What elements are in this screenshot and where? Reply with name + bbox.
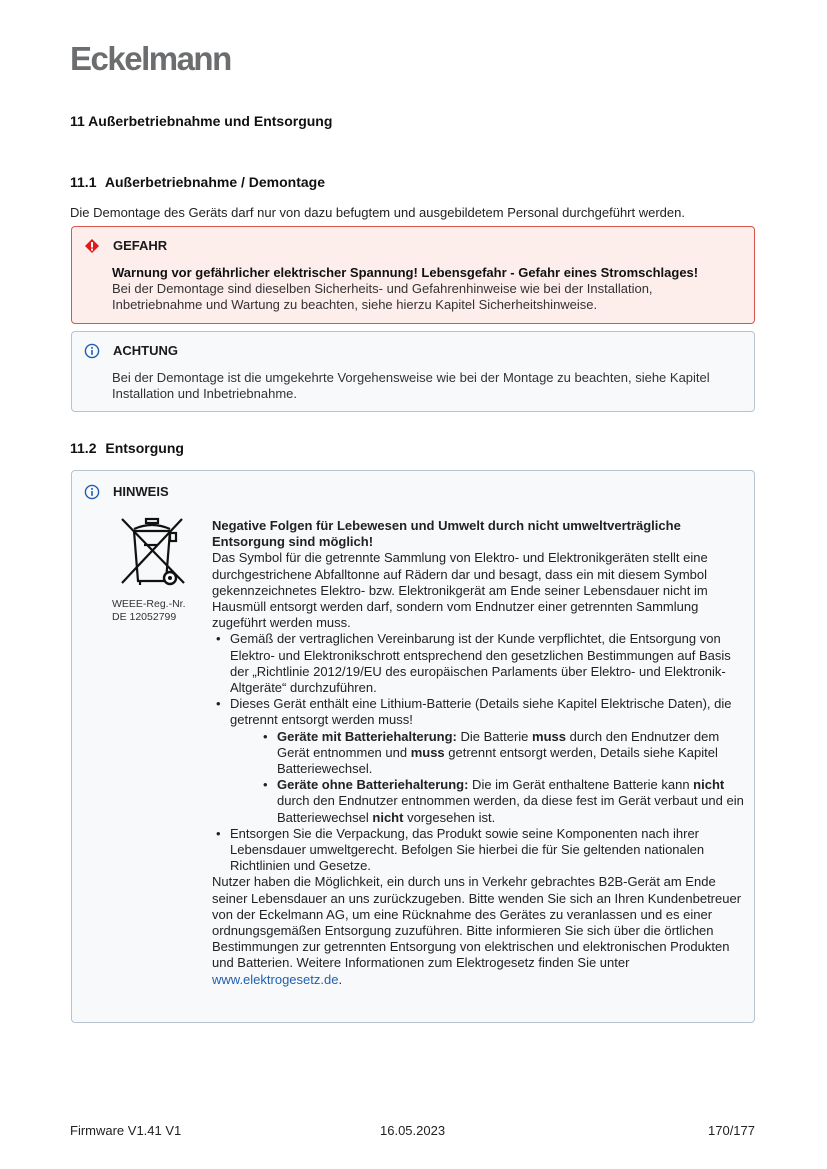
notice-label: HINWEIS bbox=[113, 484, 169, 499]
weee-label: WEEE-Reg.-Nr. bbox=[112, 598, 186, 610]
section-heading-11-1 bbox=[70, 174, 325, 190]
section-number: 11.2 bbox=[70, 440, 97, 456]
footer-page-number: 170/177 bbox=[708, 1123, 755, 1138]
notice-description: Das Symbol für die getrennte Sammlung von Elektro- und Elektronikgeräten stellt eine durchgestrichene Abfalltonne auf Rädern dar und besagt, dass ein mit diesem Symbol gekennzeichnetes Elektro- bzw. Elektronikgerät am Ende seiner Lebensdauer nicht im Hausmüll entsorgt werden darf, sondern vom Endnutzer einer getrennten Sammlung zugeführt werden muss. bbox=[212, 550, 708, 631]
list-item bbox=[212, 696, 752, 826]
danger-warning-text: Warnung vor gefährlicher elektrischer Spannung! Lebensgefahr - Gefahr eines Stromschlages! bbox=[112, 265, 699, 280]
sub-item-text: Die im Gerät enthaltene Batterie kann bbox=[468, 777, 694, 793]
danger-label: GEFAHR bbox=[113, 238, 168, 253]
attention-notice-box bbox=[71, 331, 755, 412]
footer-firmware: Firmware V1.41 V1 bbox=[70, 1123, 182, 1138]
battery-sub-list bbox=[230, 729, 752, 826]
list-item bbox=[259, 729, 752, 778]
sub-item-text: durch den Endnutzer dem Gerät entnommen und bbox=[277, 728, 720, 760]
section-title: Außerbetriebnahme / Demontage bbox=[104, 174, 326, 190]
eckelmann-logo: Eckelmann bbox=[70, 40, 231, 77]
closing-paragraph bbox=[212, 874, 752, 987]
crossed-out-wheelie-bin-icon bbox=[112, 509, 192, 589]
list-item bbox=[259, 777, 752, 826]
danger-diamond-icon bbox=[84, 238, 100, 254]
notice-body bbox=[212, 518, 752, 988]
weee-registration bbox=[112, 598, 186, 624]
elektrogesetz-link[interactable]: www.elektrogesetz.de bbox=[212, 971, 339, 987]
weee-number: DE 12052799 bbox=[112, 611, 177, 623]
attention-header bbox=[84, 343, 178, 359]
disposal-bullet-list bbox=[212, 631, 752, 874]
danger-body bbox=[112, 265, 740, 313]
chapter-title: 11 Außerbetriebnahme und Entsorgung bbox=[70, 113, 333, 129]
sub-item-emphasis: muss bbox=[410, 744, 445, 760]
attention-body: Bei der Demontage ist die umgekehrte Vorgehensweise wie bei der Montage zu beachten, siehe Kapitel Installation und Inbetriebnahme. bbox=[112, 370, 710, 401]
notice-warning-text: Negative Folgen für Lebewesen und Umwelt durch nicht umweltverträgliche Entsorgung sind möglich! bbox=[212, 518, 681, 550]
info-circle-icon bbox=[84, 343, 100, 359]
danger-notice-box bbox=[71, 226, 755, 324]
sub-item-text: Die Batterie bbox=[456, 728, 533, 744]
section-number: 11.1 bbox=[70, 174, 97, 190]
notice-header bbox=[84, 484, 169, 500]
info-circle-icon bbox=[84, 484, 100, 500]
list-item: • Entsorgen Sie die Verpackung, das Produkt sowie seine Komponenten nach ihrer Lebensdauer umweltgerecht. Befolgen Sie hierbei die für Sie geltenden nationalen Richtlinien und Gesetze. bbox=[212, 826, 752, 875]
sub-item-emphasis: muss bbox=[532, 728, 566, 744]
sub-item-lead: Geräte ohne Batteriehalterung: bbox=[277, 777, 469, 793]
sub-item-text: getrennt entsorgt werden, Details siehe Kapitel Batteriewechsel. bbox=[277, 744, 718, 777]
sub-item-emphasis: nicht bbox=[372, 809, 404, 825]
sub-item-emphasis: nicht bbox=[693, 777, 725, 793]
sub-item-text: vorgesehen ist. bbox=[403, 809, 496, 825]
disposal-notice-box bbox=[71, 470, 755, 1023]
attention-label: ACHTUNG bbox=[113, 343, 178, 358]
section-title: Entsorgung bbox=[105, 440, 184, 456]
danger-description: Bei der Demontage sind dieselben Sicherheits- und Gefahrenhinweise wie bei der Installation, Inbetriebnahme und Wartung zu beachten, siehe hierzu Kapitel Sicherheitshinweise. bbox=[112, 281, 653, 312]
section-heading-11-2 bbox=[70, 440, 184, 456]
list-item: • Gemäß der vertraglichen Vereinbarung ist der Kunde verpflichtet, die Entsorgung von Elektro- und Elektronikschrott entsprechend den gesetzlichen Bestimmungen auf Basis der „Richtlinie 2012/19/EU des europäischen Parlaments über Elektro- und Elektronik-Altgeräte“ durchzuführen. bbox=[212, 631, 752, 696]
footer-date: 16.05.2023 bbox=[380, 1123, 446, 1138]
intro-paragraph: Die Demontage des Geräts darf nur von dazu befugtem und ausgebildetem Personal durchgeführt werden. bbox=[70, 205, 685, 220]
sub-item-text: durch den Endnutzer entnommen werden, da diese fest im Gerät verbaut und ein Batteriewechsel bbox=[277, 793, 744, 825]
closing-text: Nutzer haben die Möglichkeit, ein durch uns in Verkehr gebrachtes B2B-Gerät am Ende seiner Lebensdauer an uns zurückzugeben. Bitte wenden Sie sich an Ihren Kundenbetreuer von der Eckelmann AG, um eine Rücknahme des Gerätes zu veranlassen und es einer ordnungsgemäßen Entsorgung zuzuführen. Bitte informieren Sie sich über die örtlichen Bestimmungen zur getrennten Entsorgung von elektrischen und elektronischen Produkten und Batterien. Weitere Informationen zum Elektrogesetz finden Sie unter bbox=[212, 874, 742, 971]
sub-item-lead: Geräte mit Batteriehalterung: bbox=[277, 728, 457, 744]
list-item-text: Dieses Gerät enthält eine Lithium-Batterie (Details siehe Kapitel Elektrische Daten), die getrennt entsorgt werden muss! bbox=[230, 696, 732, 728]
danger-header bbox=[84, 238, 167, 254]
closing-period: . bbox=[338, 971, 343, 987]
